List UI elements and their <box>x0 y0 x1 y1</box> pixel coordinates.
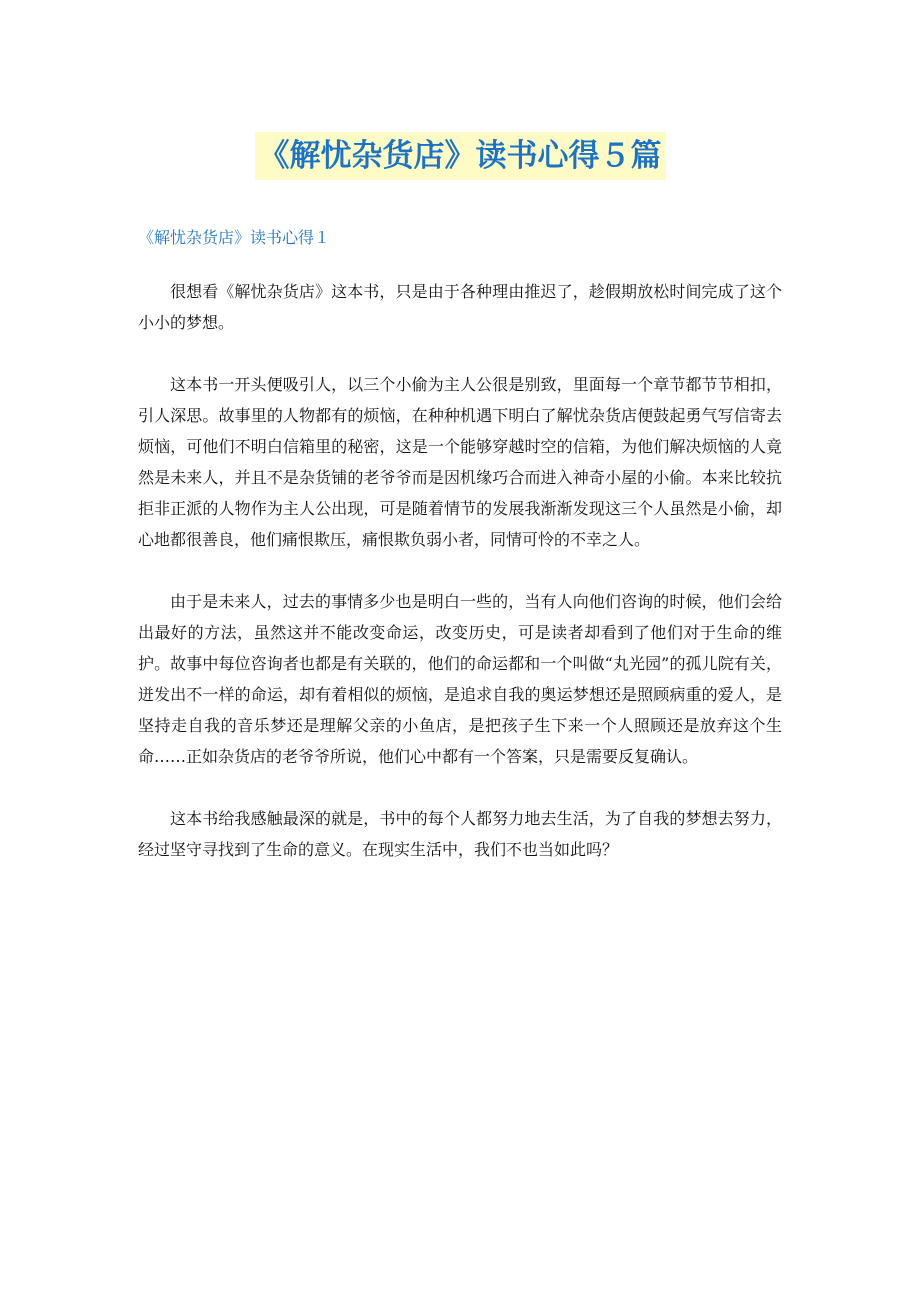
section-heading: 《解忧杂货店》读书心得１ <box>138 228 331 247</box>
document-body <box>138 276 782 896</box>
paragraph-2: 这本书一开头便吸引人，以三个小偷为主人公很是别致，里面每一个章节都节节相扣，引人深思。故事里的人物都有的烦恼，在种种机遇下明白了解忧杂货店便鼓起勇气写信寄去烦恼，可他们不明白信箱里的秘密，这是一个能够穿越时空的信箱，为他们解决烦恼的人竟然是未来人，并且不是杂货铺的老爷爷而是因机缘巧合而进入神奇小屋的小偷。本来比较抗拒非正派的人物作为主人公出现，可是随着情节的发展我渐渐发现这三个人虽然是小偷，却心地都很善良，他们痛恨欺压，痛恨欺负弱小者，同情可怜的不幸之人。 <box>138 375 782 549</box>
paragraph-3: 由于是未来人，过去的事情多少也是明白一些的，当有人向他们咨询的时候，他们会给出最好的方法，虽然这并不能改变命运，改变历史，可是读者却看到了他们对于生命的维护。故事中每位咨询者也都是有关联的，他们的命运都和一个叫做“丸光园”的孤儿院有关，迸发出不一样的命运，却有着相似的烦恼，是追求自我的奥运梦想还是照顾病重的爱人，是坚持走自我的音乐梦还是理解父亲的小鱼店，是把孩子生下来一个人照顾还是放弃这个生命……正如杂货店的老爷爷所说，他们心中都有一个答案，只是需要反复确认。 <box>138 592 782 766</box>
paragraph-4: 这本书给我感触最深的就是，书中的每个人都努力地去生活，为了自我的梦想去努力，经过坚守寻找到了生命的意义。在现实生活中，我们不也当如此吗？ <box>138 809 782 859</box>
title-container <box>0 132 920 180</box>
document-title: 《解忧杂货店》读书心得５篇 <box>255 132 666 180</box>
paragraph-1: 很想看《解忧杂货店》这本书，只是由于各种理由推迟了，趁假期放松时间完成了这个小小的梦想。 <box>138 282 782 332</box>
